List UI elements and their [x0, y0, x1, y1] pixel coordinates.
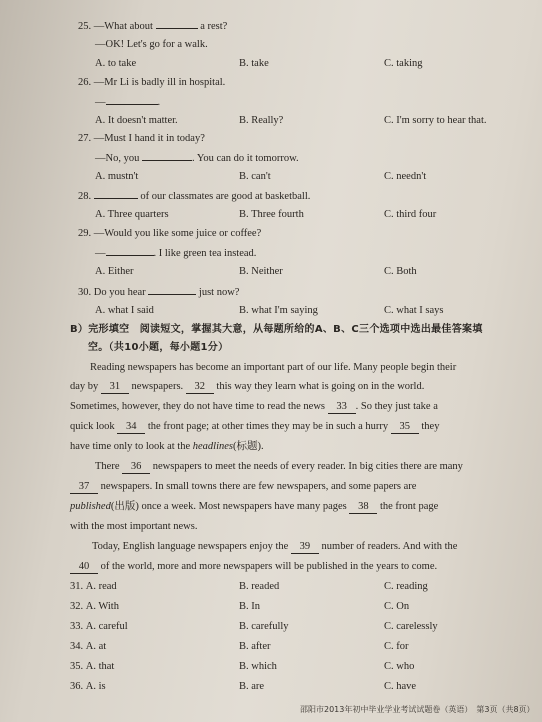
passage-italic: headlines — [192, 441, 234, 452]
reply-line — [95, 95, 160, 109]
question-25 — [78, 19, 227, 33]
answer-blank — [106, 246, 154, 256]
question-number: 27. — [78, 133, 92, 144]
option-b: B. carefully — [239, 621, 289, 632]
answer-blank — [148, 285, 196, 295]
passage-text: day by — [70, 381, 99, 392]
passage-text: the front page; at other times they may be in such a hurry — [147, 421, 389, 432]
answer-row-34 — [70, 640, 106, 653]
option-a: A. mustn't — [95, 171, 139, 182]
passage-line — [70, 480, 416, 494]
option-c: C. needn't — [384, 171, 427, 182]
option-c: C. carelessly — [384, 621, 438, 632]
option-a: A. careful — [85, 621, 128, 632]
passage-text: . So they just take a — [355, 401, 438, 412]
answer-row-35 — [70, 660, 114, 673]
reply-line — [95, 151, 299, 165]
dash: — — [95, 97, 106, 108]
option-c: C. who — [384, 661, 415, 672]
answer-blank — [142, 151, 192, 161]
blank-37: 37 — [70, 480, 98, 494]
blank-38: 38 — [349, 500, 377, 514]
option-c: C. taking — [384, 58, 423, 69]
option-b: B. are — [239, 681, 265, 692]
blank-35: 35 — [391, 420, 419, 434]
question-text: —Must I hand it in today? — [93, 133, 205, 144]
question-28 — [78, 189, 310, 203]
option-b: B. after — [239, 641, 271, 652]
passage-line — [92, 540, 457, 554]
option-a: A. With — [85, 601, 119, 612]
option-b: B. Three fourth — [239, 209, 304, 220]
passage-text: they — [421, 421, 440, 432]
passage-text: number of readers. And with the — [321, 541, 458, 552]
blank-32: 32 — [186, 380, 214, 394]
blank-39: 39 — [291, 540, 319, 554]
passage-text: Today, English language newspapers enjoy the — [92, 541, 289, 552]
question-text: of our classmates are good at basketball. — [140, 191, 311, 202]
answer-row-36 — [70, 680, 106, 693]
passage-italic: published — [70, 501, 111, 512]
option-number: 34. — [70, 641, 84, 652]
blank-33: 33 — [328, 400, 356, 414]
option-b: B. Neither — [239, 266, 283, 277]
passage-line — [70, 440, 264, 453]
option-number: 31. — [70, 581, 84, 592]
question-number: 25. — [78, 21, 92, 32]
question-number: 28. — [78, 191, 92, 202]
option-b: B. take — [239, 58, 269, 69]
section-heading: B）完形填空 阅读短文，掌握其大意，从每题所给的A、B、C三个选项中选出最佳答案填 — [70, 324, 483, 335]
option-c: C. for — [384, 641, 409, 652]
option-b: B. Really? — [239, 115, 284, 126]
question-text: Do you hear — [93, 287, 146, 298]
period: . — [157, 97, 161, 108]
option-number: 33. — [70, 621, 84, 632]
option-b: B. what I'm saying — [239, 305, 318, 316]
option-c: C. what I says — [384, 305, 444, 316]
passage-text: newspapers. — [131, 381, 184, 392]
passage-text: of the world, more and more newspapers will be published in the years to come. — [100, 561, 438, 572]
reply-text: . You can do it tomorrow. — [191, 153, 299, 164]
question-27 — [78, 132, 205, 145]
question-text: —What about — [93, 21, 153, 32]
passage-line: Reading newspapers has become an important part of our life. Many people begin their — [90, 362, 457, 373]
reply-text: . I like green tea instead. — [153, 248, 257, 259]
option-a: A. that — [85, 661, 115, 672]
question-text: —Mr Li is badly ill in hospital. — [93, 77, 226, 88]
option-a: A. what I said — [95, 305, 154, 316]
passage-text: Sometimes, however, they do not have time to read the news — [70, 401, 326, 412]
passage-text: newspapers to meet the needs of every reader. In big cities there are many — [152, 461, 463, 472]
passage-text: (标题). — [233, 441, 264, 452]
option-b: B. can't — [239, 171, 271, 182]
question-text: —Would you like some juice or coffee? — [93, 228, 262, 239]
dash: — — [95, 248, 106, 259]
blank-36: 36 — [122, 460, 150, 474]
option-number: 36. — [70, 681, 84, 692]
reply-line — [95, 246, 256, 260]
passage-line — [70, 560, 437, 574]
option-c: C. third four — [384, 209, 437, 220]
reply-text: —OK! Let's go for a walk. — [95, 39, 208, 50]
question-text: just now? — [198, 287, 240, 298]
option-c: C. have — [384, 681, 417, 692]
option-a: A. Either — [95, 266, 134, 277]
passage-line: with the most important news. — [70, 521, 198, 532]
question-26 — [78, 76, 225, 89]
option-c: C. Both — [384, 266, 417, 277]
blank-40: 40 — [70, 560, 98, 574]
option-a: A. read — [85, 581, 117, 592]
option-number: 35. — [70, 661, 84, 672]
passage-text: newspapers. In small towns there are few newspapers, and some papers are — [100, 481, 417, 492]
answer-blank — [94, 189, 138, 199]
question-29 — [78, 227, 261, 240]
option-a: A. to take — [95, 58, 137, 69]
option-number: 32. — [70, 601, 84, 612]
passage-text: the front page — [379, 501, 439, 512]
question-number: 26. — [78, 77, 92, 88]
passage-line — [70, 400, 438, 414]
passage-text: have time only to look at the — [70, 441, 191, 452]
answer-blank — [106, 95, 158, 105]
answer-row-32 — [70, 600, 119, 613]
option-a: A. It doesn't matter. — [95, 115, 178, 126]
option-b: B. readed — [239, 581, 280, 592]
passage-text: quick look — [70, 421, 115, 432]
reply-text: —No, you — [95, 153, 140, 164]
option-c: C. I'm sorry to hear that. — [384, 115, 487, 126]
question-number: 30. — [78, 287, 92, 298]
question-number: 29. — [78, 228, 92, 239]
passage-line — [70, 420, 439, 434]
answer-row-33 — [70, 620, 128, 633]
passage-line — [95, 460, 463, 474]
option-a: A. Three quarters — [95, 209, 169, 220]
option-a: A. at — [85, 641, 107, 652]
passage-text: this way they learn what is going on in the world. — [216, 381, 425, 392]
passage-text: There — [95, 461, 120, 472]
option-b: B. In — [239, 601, 260, 612]
answer-blank — [156, 19, 198, 29]
passage-line — [70, 380, 424, 394]
option-c: C. reading — [384, 581, 428, 592]
section-heading-cont: 空。（共10小题，每小题1分） — [88, 342, 229, 353]
option-b: B. which — [239, 661, 277, 672]
passage-line — [70, 500, 438, 514]
option-c: C. On — [384, 601, 410, 612]
question-30 — [78, 285, 239, 299]
passage-text: (出版) once a week. Most newspapers have many pages — [110, 501, 347, 512]
option-a: A. is — [85, 681, 106, 692]
answer-row-31 — [70, 580, 117, 593]
blank-34: 34 — [117, 420, 145, 434]
page-footer: 邵阳市2013年初中毕业学业考试试题卷（英语） 第3页（共8页） — [300, 705, 535, 714]
question-text: a rest? — [200, 21, 228, 32]
blank-31: 31 — [101, 380, 129, 394]
